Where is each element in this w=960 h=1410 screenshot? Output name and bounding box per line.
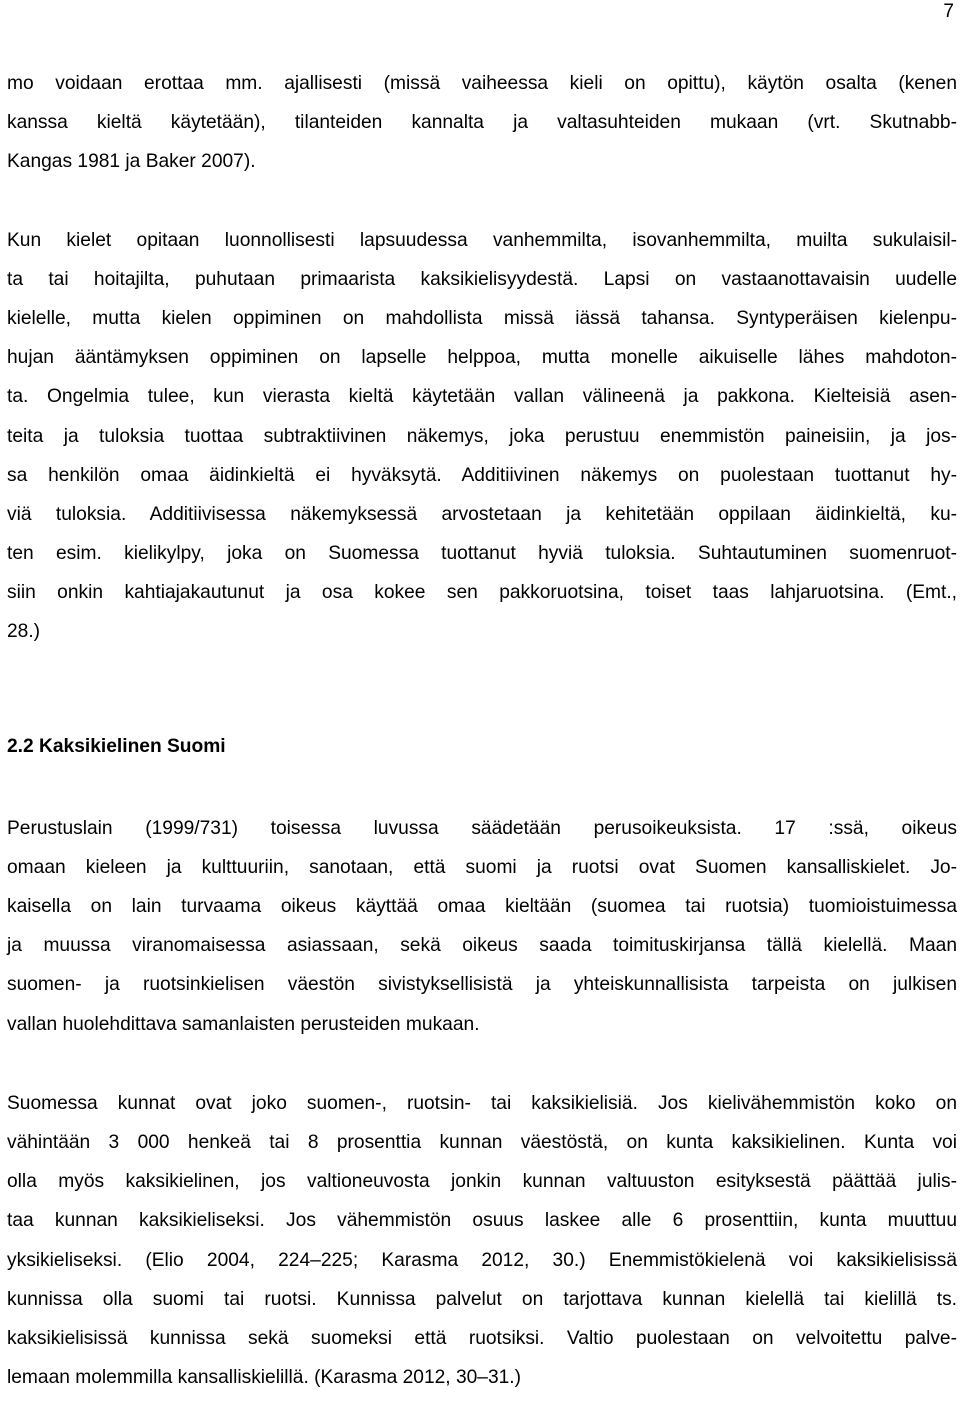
section-title: Kaksikielinen Suomi — [39, 735, 226, 757]
text-line: suomen- ja ruotsinkielisen väestön sivistyksellisistä ja yhteiskunnallisista tarpeista on julkisen — [7, 974, 957, 996]
text-line: lemaan molemmilla kansalliskielillä. (Karasma 2012, 30–31.) — [7, 1367, 522, 1389]
text-line: Suomessa kunnat ovat joko suomen-, ruotsin- tai kaksikielisiä. Jos kielivähemmistön koko on — [7, 1092, 957, 1114]
text-line: kanssa kieltä käytetään), tilanteiden kannalta ja valtasuhteiden mukaan (vrt. Skutnabb- — [7, 112, 957, 134]
text-line: olla myös kaksikielinen, jos valtioneuvosta jonkin kunnan valtuuston esityksestä päättää julis- — [7, 1171, 957, 1193]
text-line: mo voidaan erottaa mm. ajallisesti (missä vaiheessa kieli on opittu), käytön osalta (kenen — [7, 73, 957, 94]
text-line: hujan ääntämyksen oppiminen on lapselle helppoa, mutta monelle aikuiselle lähes mahdoton- — [7, 347, 957, 369]
document-body — [7, 64, 957, 1397]
text-line: vähintään 3 000 henkeä tai 8 prosenttia kunnan väestöstä, on kunta kaksikielinen. Kunta voi — [7, 1131, 957, 1153]
paragraph-1 — [7, 64, 957, 182]
text-line: kunnissa olla suomi tai ruotsi. Kunnissa palvelut on tarjottava kunnan kielellä tai kielillä ts. — [7, 1288, 957, 1310]
paragraph-2 — [7, 221, 957, 652]
text-line: teita ja tuloksia tuottaa subtraktiivinen näkemys, joka perustuu enemmistön paineisiin, ja jos- — [7, 425, 957, 447]
paragraph-4 — [7, 1084, 957, 1398]
text-line: kaisella on lain turvaama oikeus käyttää omaa kieltään (suomea tai ruotsia) tuomioistuimessa — [7, 896, 957, 917]
text-line: kielelle, mutta kielen oppiminen on mahdollista missä iässä tahansa. Syntyperäisen kielenpu- — [7, 307, 957, 329]
text-line: ja muussa viranomaisessa asiassaan, sekä oikeus saada toimituskirjansa tällä kielellä. Maan — [7, 935, 957, 957]
section-number: 2.2 — [7, 735, 34, 757]
text-line: siin onkin kahtiajakautunut ja osa kokee sen pakkoruotsina, toiset taas lahjaruotsina. (Emt., — [7, 582, 957, 604]
text-line: Perustuslain (1999/731) toisessa luvussa säädetään perusoikeuksista. 17 :ssä, oikeus — [7, 817, 957, 839]
text-line: ta. Ongelmia tulee, kun vierasta kieltä käytetään vallan välineenä ja pakkona. Kielteisiä asen- — [7, 386, 957, 408]
text-line: ta tai hoitajilta, puhutaan primaarista kaksikielisyydestä. Lapsi on vastaanottavaisin uudelle — [7, 268, 957, 290]
section-heading — [7, 727, 957, 766]
paragraph-3 — [7, 809, 957, 1044]
text-line: taa kunnan kaksikieliseksi. Jos vähemmistön osuus laskee alle 6 prosenttiin, kunta muuttuu — [7, 1210, 957, 1232]
text-line: yksikieliseksi. (Elio 2004, 224–225; Karasma 2012, 30.) Enemmistökielenä voi kaksikielisissä — [7, 1249, 957, 1271]
text-line: Kun kielet opitaan luonnollisesti lapsuudessa vanhemmilta, isovanhemmilta, muilta sukulaisil- — [7, 229, 957, 251]
text-line: Kangas 1981 ja Baker 2007). — [7, 151, 256, 173]
text-line: viä tuloksia. Additiivisessa näkemyksessä arvostetaan ja kehitetään oppilaan äidinkieltä, ku- — [7, 503, 957, 525]
text-line: sa henkilön omaa äidinkieltä ei hyväksytä. Additiivinen näkemys on puolestaan tuottanut hy- — [7, 464, 957, 486]
page-number: 7 — [943, 1, 954, 22]
text-line: ten esim. kielikylpy, joka on Suomessa tuottanut hyviä tuloksia. Suhtautuminen suomenruot- — [7, 543, 957, 565]
text-line: vallan huolehdittava samanlaisten perusteiden mukaan. — [7, 1013, 480, 1035]
text-line: kaksikielisissä kunnissa sekä suomeksi että ruotsiksi. Valtio puolestaan on velvoitettu palve- — [7, 1327, 957, 1349]
text-line: 28.) — [7, 621, 41, 643]
text-line: omaan kieleen ja kulttuuriin, sanotaan, että suomi ja ruotsi ovat Suomen kansalliskielet. Jo- — [7, 856, 957, 878]
